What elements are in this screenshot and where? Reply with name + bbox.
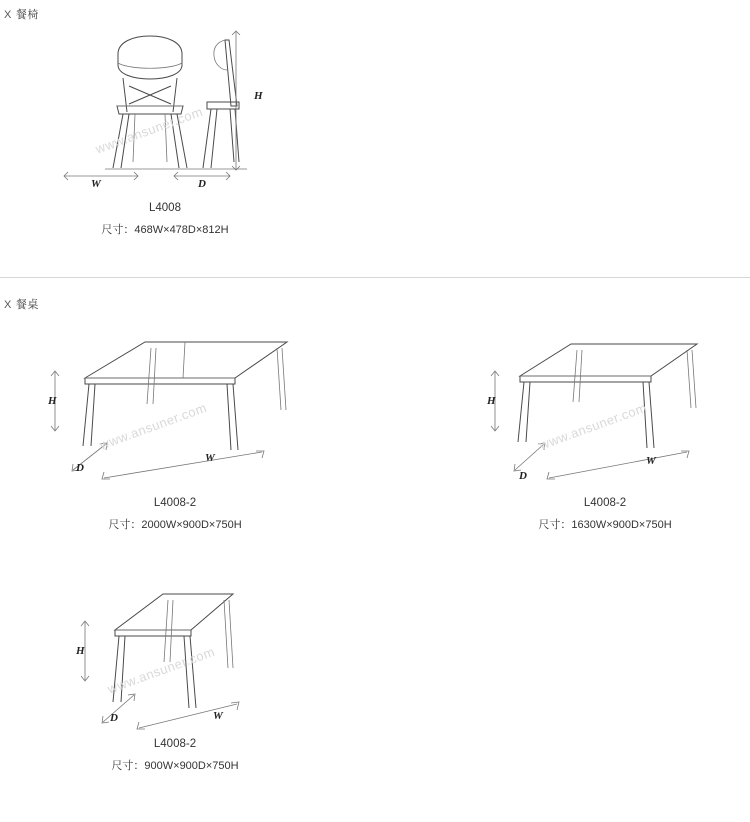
section-header-table xyxy=(4,296,39,312)
table2-label-d: D xyxy=(519,470,527,482)
chair-drawing xyxy=(55,22,255,172)
table3-width-dimension xyxy=(135,698,245,734)
table1-code: L4008-2 xyxy=(153,497,197,509)
table2-depth-dimension xyxy=(512,440,548,474)
table3-dims: 尺寸：900W×900D×750H xyxy=(111,760,239,772)
table1-label-h: H xyxy=(48,395,57,407)
watermark: www.ansuner.com xyxy=(93,103,205,157)
watermark: www.ansuner.com xyxy=(105,643,217,697)
table2-caption xyxy=(510,497,700,532)
table3-caption xyxy=(80,738,270,773)
table1-width-dimension xyxy=(100,448,270,484)
chair-caption xyxy=(60,202,270,237)
table2-label-h: H xyxy=(487,395,496,407)
table1-dims: 尺寸：2000W×900D×750H xyxy=(108,519,242,531)
table2-label-w: W xyxy=(646,455,656,467)
chair-label-w: W xyxy=(91,178,101,190)
table2-width-dimension xyxy=(545,448,695,484)
table1-label-d: D xyxy=(76,462,84,474)
chair-height-dimension xyxy=(228,30,248,175)
table1-label-w: W xyxy=(205,452,215,464)
section-title-table: 餐桌 xyxy=(15,299,39,311)
table1-caption xyxy=(80,497,270,532)
table3-label-d: D xyxy=(110,712,118,724)
chair-label-d: D xyxy=(198,178,206,190)
section-mark-icon: X xyxy=(4,9,12,21)
section-divider xyxy=(0,277,750,278)
table3-depth-dimension xyxy=(100,690,138,726)
section-title-chair: 餐椅 xyxy=(15,9,39,21)
watermark: www.ansuner.com xyxy=(97,399,209,453)
table3-label-h: H xyxy=(76,645,85,657)
table2-code: L4008-2 xyxy=(583,497,627,509)
chair-code: L4008 xyxy=(149,202,181,214)
section-mark-icon-2: X xyxy=(4,299,12,311)
table2-dims: 尺寸：1630W×900D×750H xyxy=(538,519,672,531)
chair-dims: 尺寸：468W×478D×812H xyxy=(101,224,229,236)
table3-code: L4008-2 xyxy=(153,738,197,750)
table3-label-w: W xyxy=(213,710,223,722)
chair-label-h: H xyxy=(254,90,263,102)
chair-width-dimension xyxy=(62,170,142,182)
watermark: www.ansuner.com xyxy=(537,399,649,453)
section-header-chair xyxy=(4,6,39,22)
